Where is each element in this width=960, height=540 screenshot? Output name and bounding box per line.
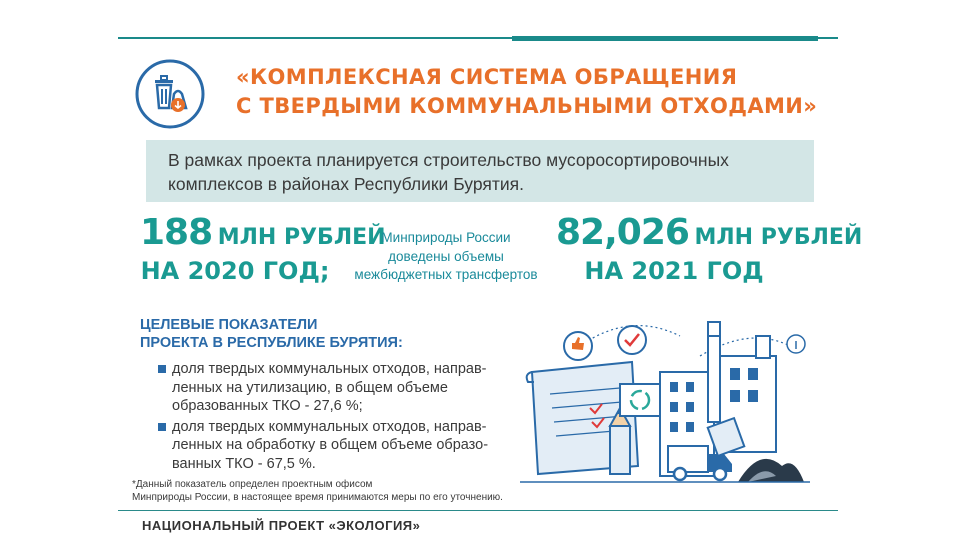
item-line: ленных на утилизацию, в общем объеме (172, 379, 448, 396)
info-icon (787, 335, 805, 353)
funding-note-line-1: Минприроды России (381, 230, 511, 245)
intro-text (168, 148, 808, 196)
item-line: ванных ТКО - 67,5 %. (172, 455, 316, 472)
waste-facility-illustration (520, 316, 810, 488)
thumbs-up-icon (564, 332, 592, 360)
funding-note-line-3: межбюджетных трансфертов (354, 267, 538, 282)
funding-2021-unit: МЛН РУБЛЕЙ (694, 225, 863, 250)
targets-heading-line-2: ПРОЕКТА В РЕСПУБЛИКЕ БУРЯТИЯ: (140, 335, 403, 351)
footnote-line-2: Минприроды России, в настоящее время принимаются меры по его уточнению. (132, 492, 503, 503)
bullet-square-icon (158, 423, 166, 431)
funding-2021-amount: 82,026 (556, 212, 689, 253)
recycle-icon (620, 384, 660, 416)
bullet-square-icon (158, 365, 166, 373)
funding-2020-unit: МЛН РУБЛЕЙ (217, 225, 386, 250)
project-label: НАЦИОНАЛЬНЫЙ ПРОЕКТ «ЭКОЛОГИЯ» (142, 518, 421, 533)
funding-2021 (556, 212, 863, 285)
trash-recycling-icon (134, 58, 206, 130)
item-line: доля твердых коммунальных отходов, направ- (172, 361, 487, 377)
list-item (158, 360, 518, 416)
list-item (158, 418, 518, 474)
funding-2020-year: НА 2020 ГОД; (140, 257, 330, 285)
funding-note-line-2: доведены объемы (388, 248, 504, 264)
targets-heading-line-1: ЦЕЛЕВЫЕ ПОКАЗАТЕЛИ (140, 317, 318, 333)
title-line-2: С ТВЕРДЫМИ КОММУНАЛЬНЫМИ ОТХОДАМИ» (236, 94, 818, 118)
intro-line-2: комплексов в районах Республики Бурятия. (168, 174, 524, 194)
funding-2020-amount: 188 (140, 212, 213, 253)
item-line: доля твердых коммунальных отходов, направ- (172, 418, 487, 435)
funding-2020 (140, 212, 386, 285)
funding-note (338, 229, 554, 285)
title-line-1: «КОМПЛЕКСНАЯ СИСТЕМА ОБРАЩЕНИЯ (236, 65, 738, 89)
footnote (132, 478, 503, 504)
item-line: образованных ТКО - 27,6 %; (172, 398, 363, 414)
footnote-line-1: *Данный показатель определен проектным офисом (132, 479, 373, 490)
funding-2021-year: НА 2021 ГОД (584, 257, 764, 285)
page-title (236, 63, 816, 121)
item-line: ленных на обработку в общем объеме образо- (172, 437, 489, 453)
targets-heading (140, 316, 403, 352)
intro-line-1: В рамках проекта планируется строительство мусоросортировочных (168, 150, 729, 170)
top-divider-accent (512, 36, 818, 41)
checkmark-icon (618, 326, 646, 354)
bottom-divider (118, 510, 838, 511)
targets-list (158, 360, 518, 475)
